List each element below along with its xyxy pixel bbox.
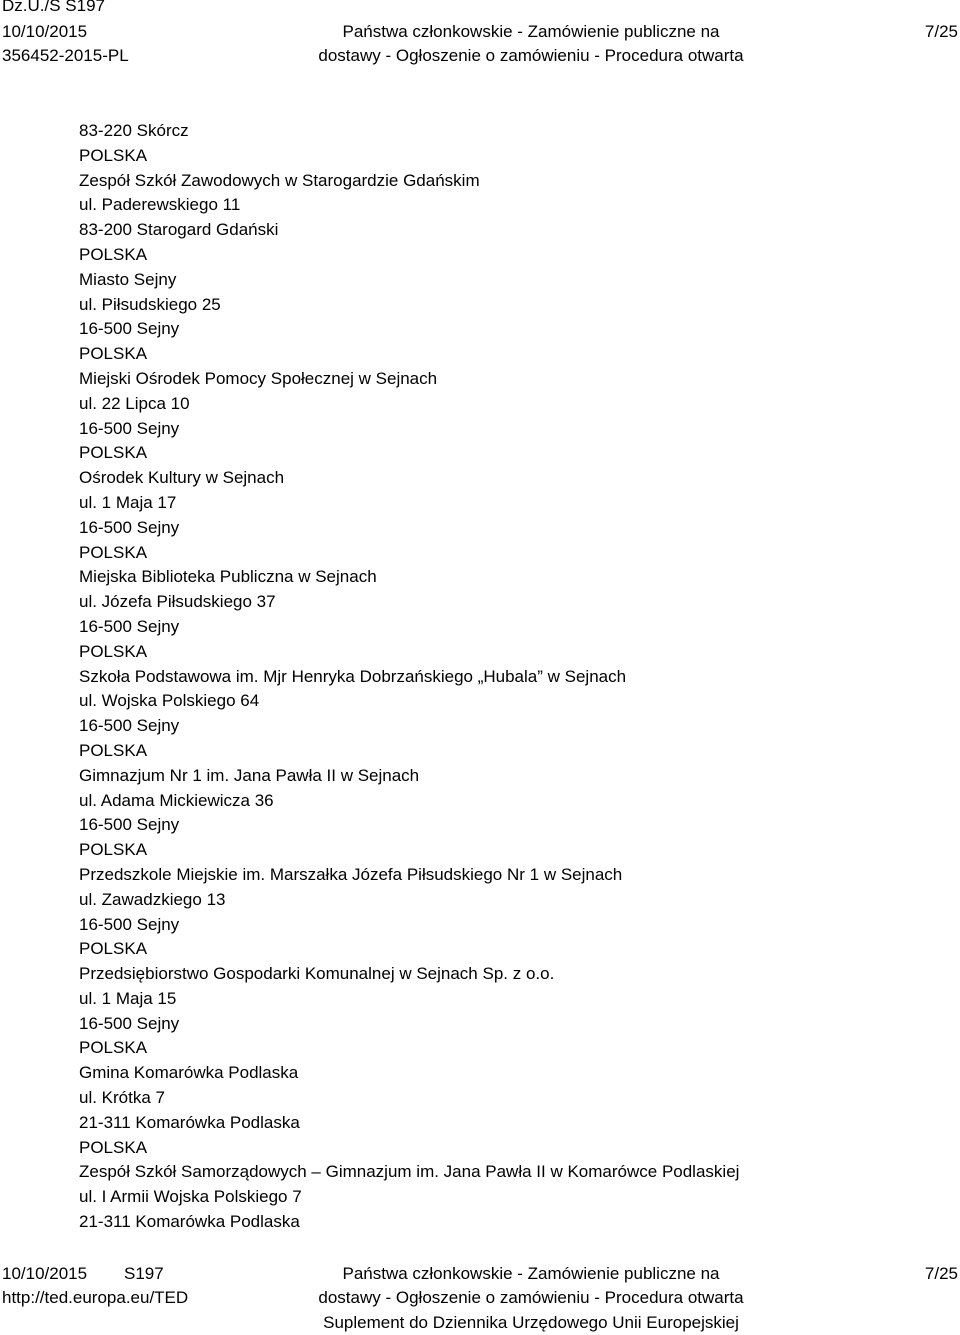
address-line: ul. Piłsudskiego 25 [79,294,221,314]
address-list [79,119,939,1235]
address-line: ul. Zawadzkiego 13 [79,889,226,909]
address-line: POLSKA [79,1137,148,1157]
address-line: 83-200 Starogard Gdański [79,220,279,240]
address-line: POLSKA [79,344,148,364]
address-line: 16-500 Sejny [79,418,180,438]
address-line: 21-311 Komarówka Podlaska [79,1112,300,1132]
header-date: 10/10/2015 [2,22,88,41]
address-line: ul. 22 Lipca 10 [79,393,190,413]
address-line: Przedsiębiorstwo Gospodarki Komunalnej w Sejnach Sp. z o.o. [79,964,555,984]
address-line: POLSKA [79,641,148,661]
journal-reference: Dz.U./S S197 [2,0,105,15]
address-line: POLSKA [79,244,148,264]
address-line: 16-500 Sejny [79,616,180,636]
address-line: 16-500 Sejny [79,517,180,537]
address-line: 83-220 Skórcz [79,121,189,140]
footer-title-line3: Suplement do Dziennika Urzędowego Unii Europejskiej [323,1313,739,1332]
address-line: POLSKA [79,443,148,463]
page-header [0,0,960,70]
address-line: ul. Józefa Piłsudskiego 37 [79,592,276,612]
address-line: ul. Adama Mickiewicza 36 [79,790,274,810]
address-line: 16-500 Sejny [79,914,180,934]
footer-title-line2: dostawy - Ogłoszenie o zamówieniu - Procedura otwarta [318,1288,744,1307]
header-title-line2: dostawy - Ogłoszenie o zamówieniu - Procedura otwarta [318,46,744,65]
address-line: Miejski Ośrodek Pomocy Społecznej w Sejnach [79,368,438,388]
address-line: ul. 1 Maja 17 [79,492,177,512]
address-line: Ośrodek Kultury w Sejnach [79,468,285,488]
address-line: Gmina Komarówka Podlaska [79,1063,299,1083]
address-line: ul. Paderewskiego 11 [79,195,241,215]
footer-title-line1: Państwa członkowskie - Zamówienie publiczne na [342,1264,720,1283]
address-line: POLSKA [79,1038,148,1058]
address-line: POLSKA [79,542,148,562]
address-line: Zespół Szkół Zawodowych w Starogardzie Gdańskim [79,170,480,190]
notice-id: 356452-2015-PL [2,46,129,65]
address-line: POLSKA [79,145,148,165]
address-line: 16-500 Sejny [79,319,180,339]
address-line: Przedszkole Miejskie im. Marszałka Józefa Piłsudskiego Nr 1 w Sejnach [79,864,623,884]
header-title-line1: Państwa członkowskie - Zamówienie publiczne na [342,22,720,41]
address-line: Miejska Biblioteka Publiczna w Sejnach [79,567,377,587]
address-line: ul. I Armii Wojska Polskiego 7 [79,1187,302,1207]
address-line: 16-500 Sejny [79,815,180,835]
address-line: 21-311 Komarówka Podlaska [79,1212,300,1232]
address-line: Miasto Sejny [79,269,177,289]
address-line: 16-500 Sejny [79,1013,180,1033]
address-line: POLSKA [79,740,148,760]
address-line: ul. 1 Maja 15 [79,988,177,1008]
address-line: Zespół Szkół Samorządowych – Gimnazjum im. Jana Pawła II w Komarówce Podlaskiej [79,1162,740,1182]
address-line: 16-500 Sejny [79,716,180,736]
address-line: Szkoła Podstawowa im. Mjr Henryka Dobrzańskiego „Hubala” w Sejnach [79,666,627,686]
page-footer [0,1262,960,1332]
footer-url[interactable]: http://ted.europa.eu/TED [2,1288,189,1307]
footer-date: 10/10/2015 [2,1264,88,1283]
header-page-number: 7/25 [924,22,958,41]
footer-code: S197 [124,1264,164,1283]
footer-page-number: 7/25 [924,1264,958,1283]
address-line: Gimnazjum Nr 1 im. Jana Pawła II w Sejnach [79,765,420,785]
address-line: ul. Krótka 7 [79,1088,165,1108]
address-line: POLSKA [79,840,148,860]
address-line: ul. Wojska Polskiego 64 [79,691,260,711]
address-line: POLSKA [79,939,148,959]
